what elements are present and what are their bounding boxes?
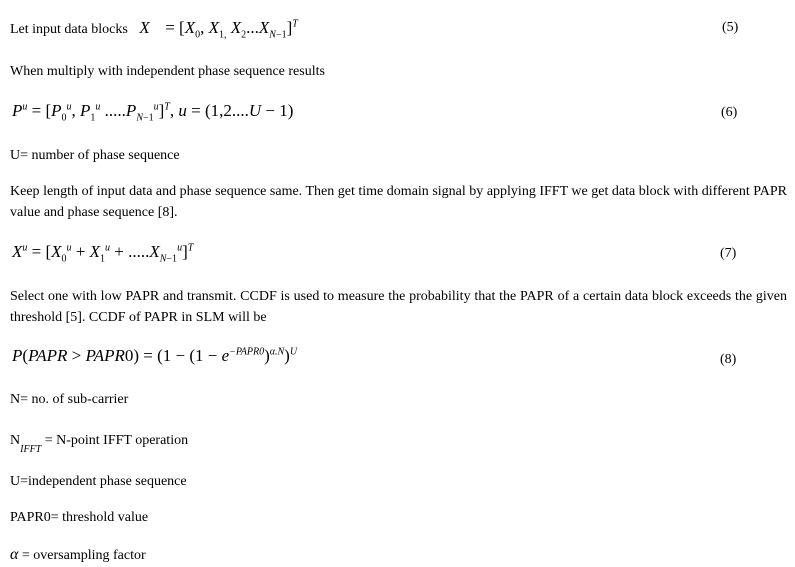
n-ifft-text: = N-point IFFT operation [44,433,189,448]
equation-5-number: (5) [722,20,739,35]
alpha-symbol: α [10,546,19,563]
paragraph-keep-length: Keep length of input data and phase sequence same. Then get time domain signal by applying IFFT we get data block with different PAPR value and phase sequence [8]. [10,184,787,220]
n-ifft-subscript: IFFT [20,443,42,455]
equation-7-number: (7) [720,246,737,261]
equation-8-number: (8) [720,352,737,367]
definition-alpha [10,546,146,564]
equation-5-line [10,18,298,40]
definition-u-phase: U= number of phase sequence [10,148,180,163]
equation-6-number: (6) [721,105,738,120]
definition-n-ifft [10,433,189,455]
equation-7: $X^u = [X_0^u + X_1^u + .....X_{N-1}^u]^T$ [12,242,194,265]
alpha-text: = oversampling factor [21,548,146,563]
definition-papr0: PAPR0= threshold value [10,510,149,525]
equation-6: $P^u = [P_0^u$, $P_1^u$ $.....P_{N-1}^u]^T$, u = (1,2....U − 1) [12,101,294,124]
equation-8: P(PAPR > PAPR0) = $(1 - (1 - e^{-PAPR0})^{\alpha.N})^U$ [12,346,298,365]
paragraph-multiply: When multiply with independent phase sequence results [10,64,325,79]
n-ifft-symbol: N [10,433,21,448]
definition-u: U=independent phase sequence [10,474,187,489]
definition-n: N= no. of sub-carrier [10,392,129,407]
equation-5-rhs: = [$X_0$, $X_{1,}$ $X_2...X_{N-1}]^T$ [165,18,298,41]
paragraph-select: Select one with low PAPR and transmit. CCDF is used to measure the probability that the PAPR of a certain data block exceeds the given threshold [5]. CCDF of PAPR in SLM will be [10,289,787,325]
equation-5-prefix: Let input data blocks [10,22,128,37]
equation-5-lhs: X [139,18,150,37]
